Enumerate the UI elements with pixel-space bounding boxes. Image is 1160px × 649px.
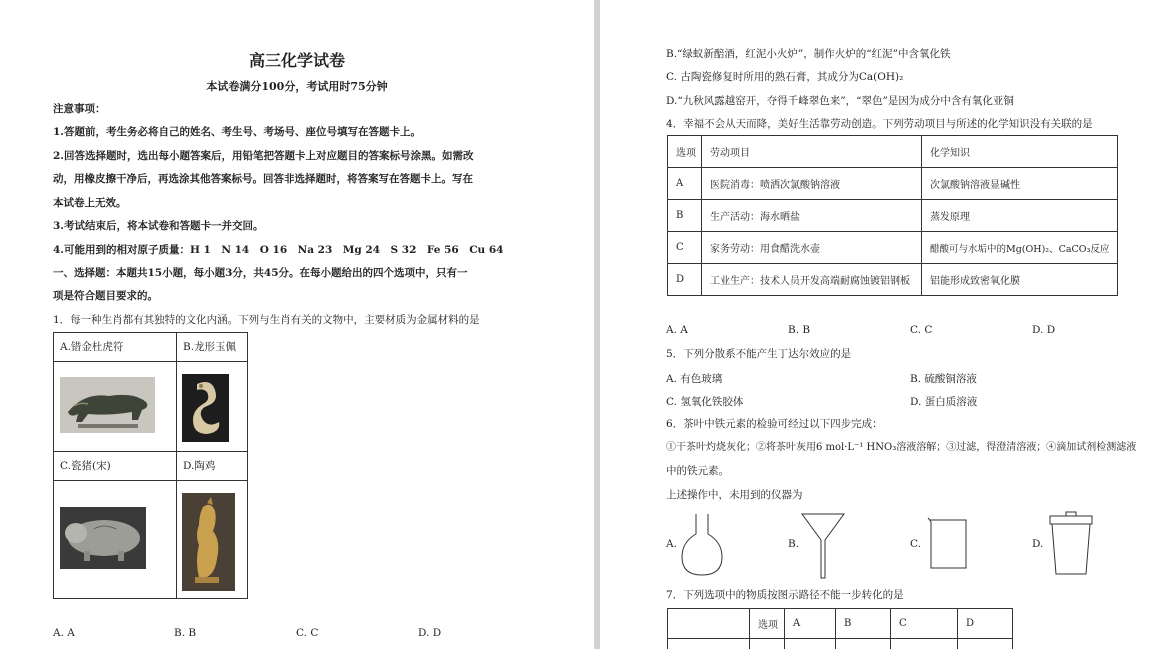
q7-table <box>667 608 1013 649</box>
q5-stem: 5．下列分散系不能产生丁达尔效应的是 <box>666 348 852 360</box>
q3-option-c: C. 古陶瓷修复时所用的熟石膏，其成分为Ca(OH)₂ <box>666 71 904 83</box>
exam-subtitle: 本试卷满分100分，考试用时75分钟 <box>206 80 388 93</box>
q1-item-d-label: D.陶鸡 <box>183 460 216 472</box>
q6-label-b: B. <box>788 538 800 550</box>
q1-artifact-table <box>53 332 248 599</box>
q4-header-project: 劳动项目 <box>702 136 922 168</box>
notice-line-6: 4.可能用到的相对原子质量：H 1 N 14 O 16 Na 23 Mg 24 S 32 Fe 56 Cu 64 <box>53 244 504 256</box>
q6-stem: 6．茶叶中铁元素的检验可经过以下四步完成： <box>666 418 883 430</box>
round-flask-icon <box>680 512 724 578</box>
table-row: C 家务劳动：用食醋洗水壶 醋酸可与水垢中的Mg(OH)₂、CaCO₃反应 <box>668 232 1118 264</box>
q1-option-c: C. C <box>296 627 319 639</box>
q6-question: 上述操作中，未用到的仪器为 <box>666 489 803 501</box>
q3-option-d: D.“九秋风露越窑开，夺得千峰翠色来”，“翠色”是因为成分中含有氧化亚铜 <box>666 95 1014 107</box>
right-page <box>600 0 1160 649</box>
q5-option-c: C. 氢氧化铁胶体 <box>666 396 744 408</box>
section-heading-2: 项是符合题目要求的。 <box>53 290 158 302</box>
notice-line-4: 本试卷上无效。 <box>53 197 127 209</box>
notice-line-5: 3.考试结束后，将本试卷和答题卡一并交回。 <box>53 220 264 232</box>
q4-option-b: B. B <box>788 324 811 336</box>
q7-stem: 7．下列选项中的物质按图示路径不能一步转化的是 <box>666 589 904 601</box>
q1-option-b: B. B <box>174 627 197 639</box>
q4-header-knowledge: 化学知识 <box>922 136 1118 168</box>
q6-label-c: C. <box>910 538 921 550</box>
q1-item-a-label: A.错金杜虎符 <box>60 341 124 353</box>
q4-option-c: C. C <box>910 324 933 336</box>
q4-option-d: D. D <box>1032 324 1056 336</box>
beaker-icon <box>926 514 970 572</box>
porcelain-pig-image <box>54 481 176 598</box>
q5-option-b: B. 硫酸铜溶液 <box>910 373 977 385</box>
q1-stem: 1．每一种生肖都有其独特的文化内涵。下列与生肖有关的文物中，主要材质为金属材料的是 <box>53 314 480 326</box>
q4-option-a: A. A <box>666 324 688 336</box>
q4-header-option: 选项 <box>668 136 702 168</box>
table-row: B 生产活动：海水晒盐 蒸发原理 <box>668 200 1118 232</box>
tiger-tally-image <box>54 362 176 451</box>
table-row: D 工业生产：技术人员开发高端耐腐蚀镀铝钢板 铝能形成致密氧化膜 <box>668 264 1118 296</box>
q7-header-a: A <box>785 609 836 639</box>
q7-header-d: D <box>958 609 1013 639</box>
section-heading-1: 一、选择题：本题共15小题，每小题3分，共45分。在每小题给出的四个选项中，只有一 <box>53 267 468 279</box>
q7-header-b: B <box>836 609 891 639</box>
notice-line-2: 2.回答选择题时，选出每小题答案后，用铅笔把答题卡上对应题目的答案标号涂黑。如需改 <box>53 150 474 162</box>
q6-label-d: D. <box>1032 538 1044 550</box>
q1-option-a: A. A <box>53 627 75 639</box>
q1-item-c-label: C.瓷猪(宋) <box>60 460 111 472</box>
q4-stem: 4．幸福不会从天而降，美好生活靠劳动创造。下列劳动项目与所述的化学知识没有关联的是 <box>666 118 1093 130</box>
notice-heading: 注意事项： <box>53 103 106 115</box>
q1-item-b-label: B.龙形玉佩 <box>183 341 237 353</box>
crucible-icon <box>1046 510 1096 578</box>
q1-option-d: D. D <box>418 627 442 639</box>
funnel-icon <box>800 510 846 580</box>
pottery-rooster-image <box>177 481 247 598</box>
q4-table <box>667 135 1118 296</box>
table-row: A 医院消毒：喷洒次氯酸钠溶液 次氯酸钠溶液显碱性 <box>668 168 1118 200</box>
q5-option-a: A. 有色玻璃 <box>666 373 723 385</box>
q3-option-b: B.“绿蚁新醅酒，红泥小火炉”，制作火炉的“红泥”中含氧化铁 <box>666 48 951 60</box>
q5-option-d: D. 蛋白质溶液 <box>910 396 978 408</box>
dragon-jade-image <box>177 362 247 451</box>
q7-header-c: C <box>891 609 958 639</box>
exam-title: 高三化学试卷 <box>248 51 345 70</box>
q6-step-line-2: 中的铁元素。 <box>666 465 729 477</box>
q7-header-option: 选项 <box>750 609 785 639</box>
q6-label-a: A. <box>666 538 677 550</box>
notice-line-1: 1.答题前，考生务必将自己的姓名、考生号、考场号、座位号填写在答题卡上。 <box>53 126 421 138</box>
q6-step-line-1: ①干茶叶灼烧灰化；②将茶叶灰用6 mol·L⁻¹ HNO₃溶液溶解；③过滤，得澄清溶液；④滴加试剂检测滤液 <box>666 442 1137 453</box>
notice-line-3: 动，用橡皮擦干净后，再选涂其他答案标号。回答非选择题时，将答案写在答题卡上。写在 <box>53 173 473 185</box>
